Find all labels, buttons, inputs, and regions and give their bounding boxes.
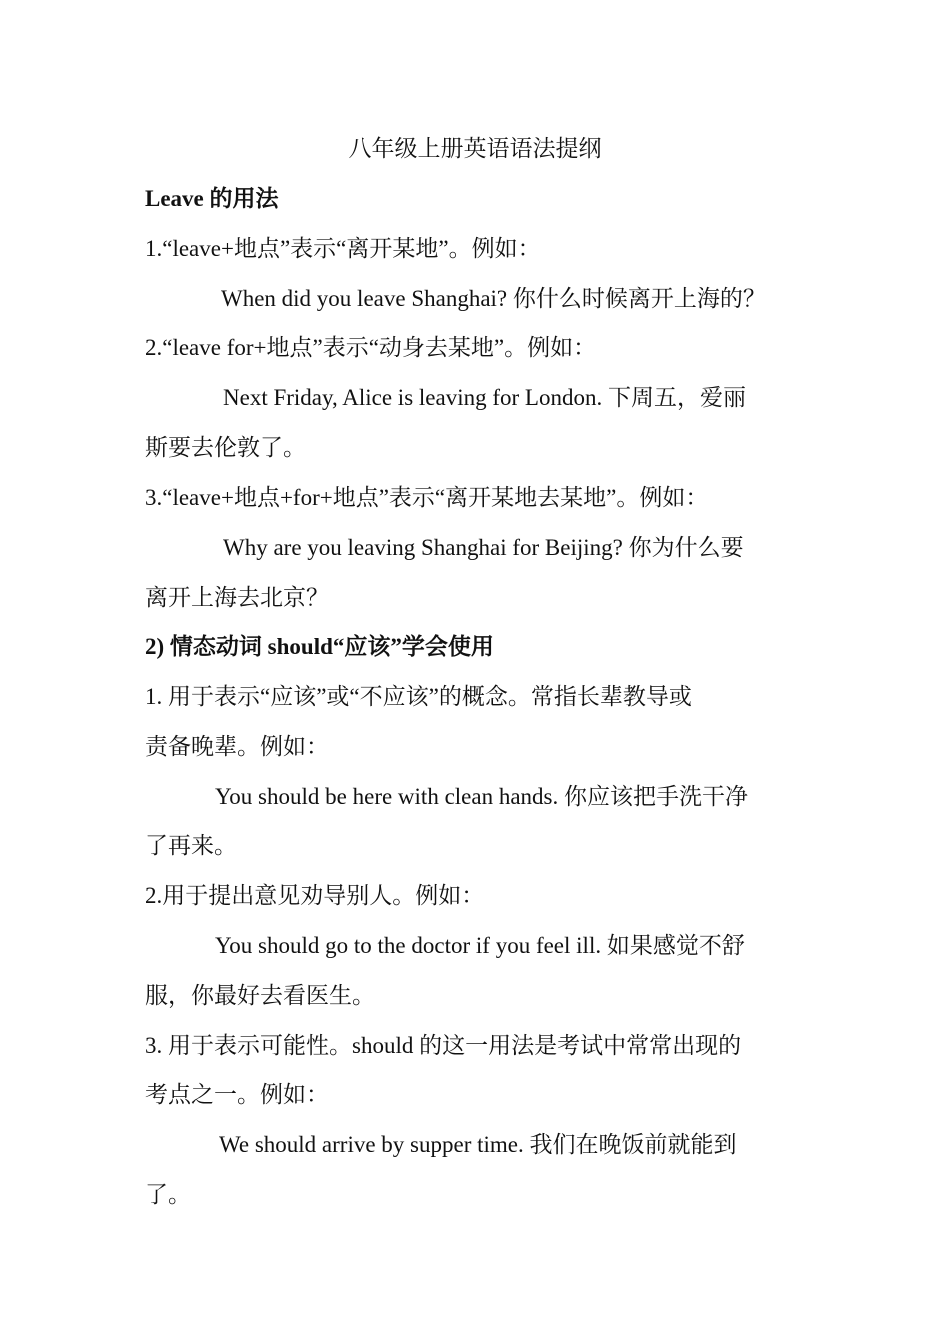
example-line: You should be here with clean hands. 你应该把手洗干净 <box>215 784 748 809</box>
example-continuation: 服，你最好去看医生。 <box>145 983 375 1008</box>
rule-line: 1.“leave+地点”表示“离开某地”。例如： <box>145 236 541 261</box>
example-continuation: 了。 <box>145 1182 191 1207</box>
example-line: Why are you leaving Shanghai for Beijing? 你为什么要 <box>223 535 744 560</box>
section-heading-leave: Leave 的用法 <box>145 186 279 211</box>
rule-line: 3. 用于表示可能性。should 的这一用法是考试中常常出现的 <box>145 1033 742 1058</box>
rule-line: 2.“leave for+地点”表示“动身去某地”。例如： <box>145 335 597 360</box>
example-continuation: 斯要去伦敦了。 <box>145 435 306 460</box>
rule-continuation: 责备晚辈。例如： <box>145 734 329 759</box>
section-heading-should: 2) 情态动词 should“应该”学会使用 <box>145 634 494 659</box>
example-line: We should arrive by supper time. 我们在晚饭前就能到 <box>219 1132 737 1157</box>
example-continuation: 离开上海去北京？ <box>145 585 329 610</box>
rule-line: 2.用于提出意见劝导别人。例如： <box>145 883 485 908</box>
rule-line: 3.“leave+地点+for+地点”表示“离开某地去某地”。例如： <box>145 485 709 510</box>
document-title: 八年级上册英语语法提纲 <box>348 136 602 161</box>
rule-line: 1. 用于表示“应该”或“不应该”的概念。常指长辈教导或 <box>145 684 692 709</box>
example-line: Next Friday, Alice is leaving for London. 下周五，爱丽 <box>223 385 746 410</box>
example-line: You should go to the doctor if you feel ill. 如果感觉不舒 <box>215 933 745 958</box>
rule-continuation: 考点之一。例如： <box>145 1082 329 1107</box>
example-line: When did you leave Shanghai? 你什么时候离开上海的？ <box>221 286 766 311</box>
example-continuation: 了再来。 <box>145 833 237 858</box>
